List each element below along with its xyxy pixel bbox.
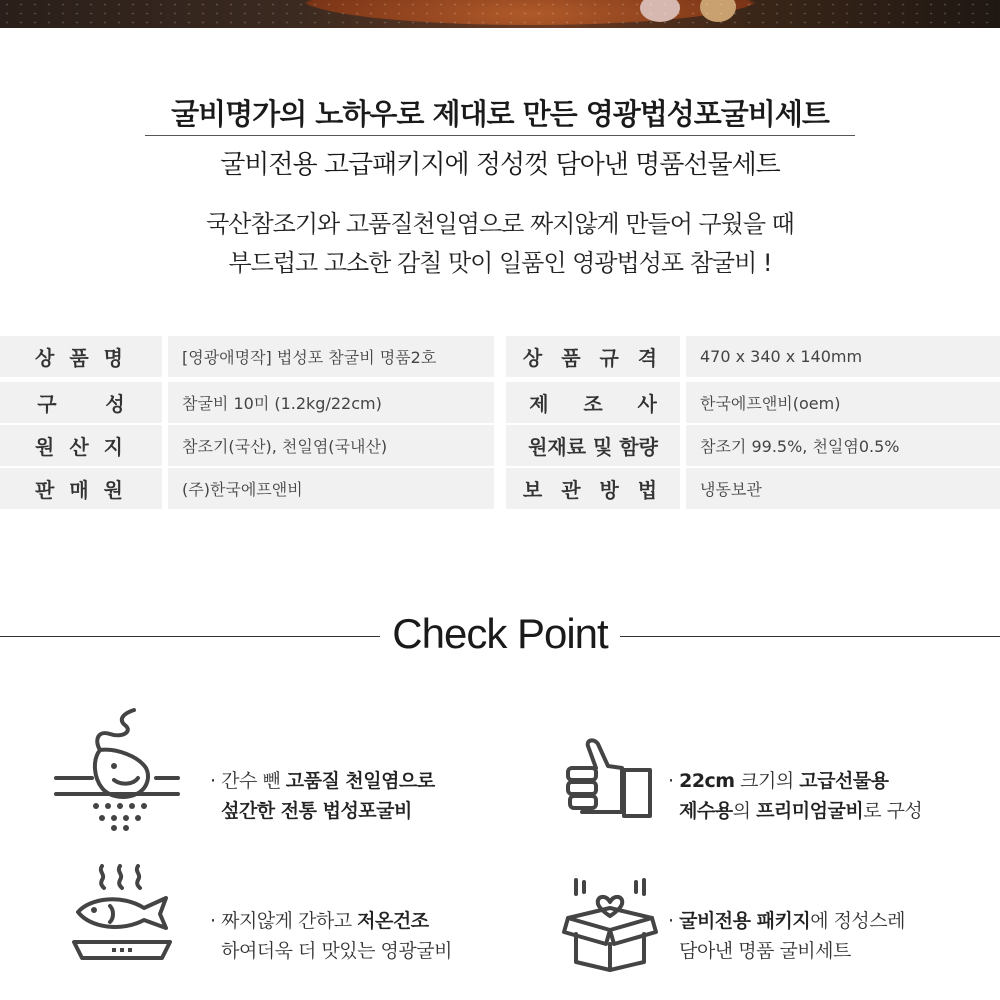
spec-value: 한국에프앤비(oem): [686, 382, 1000, 423]
spec-row: [0, 468, 1000, 509]
spec-label: 상 품 명: [0, 336, 162, 377]
spec-value: 참조기(국산), 천일염(국내산): [168, 425, 494, 466]
spec-label: 구 성: [0, 382, 162, 423]
spec-label: 제 조 사: [506, 382, 680, 423]
spec-row: [0, 336, 1000, 377]
title-divider: [145, 135, 855, 136]
checkpoint-item-2: · 22cm 크기의 고급선물용 제수용의 프리미엄굴비로 구성: [668, 770, 923, 822]
checkpoint-title: Check Point: [0, 610, 1000, 658]
fish-dry-icon: [70, 862, 174, 962]
checkpoint-item-4: · 굴비전용 패키지에 정성스레 담아낸 명품 굴비세트: [668, 910, 905, 962]
spec-value: 참조기 99.5%, 천일염0.5%: [686, 425, 1000, 466]
product-photo-strip: [0, 0, 1000, 28]
spec-label: 보 관 방 법: [506, 468, 680, 509]
spec-label: 판 매 원: [0, 468, 162, 509]
spec-row: [0, 425, 1000, 466]
spec-label: 원재료 및 함량: [506, 425, 680, 466]
spec-value: 참굴비 10미 (1.2kg/22cm): [168, 382, 494, 423]
spec-label: 원 산 지: [0, 425, 162, 466]
description-line-1: 국산참조기와 고품질천일염으로 짜지않게 만들어 구웠을 때: [206, 210, 794, 238]
page-title: 굴비명가의 노하우로 제대로 만든 영광법성포굴비세트: [171, 97, 829, 131]
checkpoint-item-1: · 간수 뺀 고품질 천일염으로 섶간한 전통 법성포굴비: [210, 770, 435, 822]
spec-row: [0, 382, 1000, 423]
spec-value: (주)한국에프앤비: [168, 468, 494, 509]
thumbs-up-icon: [562, 738, 654, 822]
checkpoint-item-3: · 짜지않게 간하고 저온건조 하여더욱 더 맛있는 영광굴비: [210, 910, 452, 962]
gift-box-icon: [562, 876, 658, 972]
spec-value: 470 x 340 x 140mm: [686, 336, 1000, 377]
page-subtitle: 굴비전용 고급패키지에 정성껏 담아낸 명품선물세트: [220, 150, 780, 180]
spec-value: 냉동보관: [686, 468, 1000, 509]
fish-salt-icon: [52, 706, 182, 836]
spec-label: 상 품 규 격: [506, 336, 680, 377]
description-line-2: 부드럽고 고소한 감칠 맛이 일품인 영광법성포 참굴비 !: [228, 249, 772, 277]
spec-value: [영광애명작] 법성포 참굴비 명품2호: [168, 336, 494, 377]
